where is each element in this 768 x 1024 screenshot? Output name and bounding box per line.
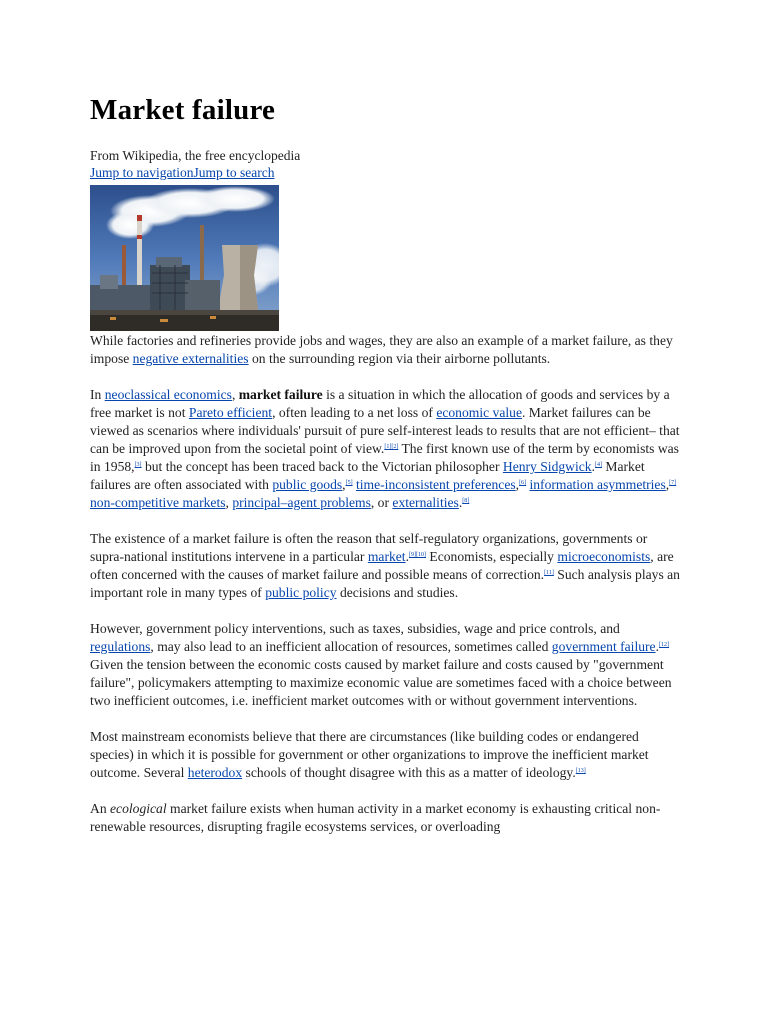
externalities-link[interactable]: externalities: [392, 495, 459, 510]
citation-7[interactable]: [7]: [669, 480, 677, 486]
text: ,: [225, 495, 233, 510]
caption-text: While factories and refineries provide jobs and wages, they are also an example of a market failure, as they impose: [90, 333, 673, 366]
text: decisions and studies.: [336, 585, 459, 600]
text: In: [90, 387, 105, 402]
economic-value-link[interactable]: economic value: [436, 405, 522, 420]
citation-1-2[interactable]: [1][2]: [384, 444, 399, 450]
text: However, government policy interventions, such as taxes, subsidies, wage and price controls, and: [90, 621, 620, 636]
bold-term: market failure: [238, 387, 323, 402]
text: , may also lead to an inefficient allocation of resources, sometimes called: [150, 639, 552, 654]
text: .: [405, 549, 409, 564]
text: Given the tension between the economic costs caused by market failure and costs caused by "government failure", policymakers attempting to maximize economic value are sometimes faced with a choice between two inefficient outcomes, i.e. inefficient market outcomes with or without government interventions.: [90, 657, 672, 708]
citation-13[interactable]: [13]: [575, 768, 586, 774]
text: The existence of a market failure is often the reason that self-regulatory organizations, governments or supra-national institutions intervene in a particular: [90, 531, 648, 564]
text: market failure exists when human activity in a market economy is exhausting critical non-renewable resources, disrupting fragile ecosystems services, or overloading: [90, 801, 661, 834]
text: Market failures are often associated with: [90, 459, 645, 492]
microeconomists-link[interactable]: microeconomists: [557, 549, 651, 564]
tagline: From Wikipedia, the free encyclopedia: [90, 148, 301, 163]
market-link[interactable]: market: [367, 549, 406, 564]
factory-photo: [90, 185, 279, 331]
public-goods-link[interactable]: public goods: [272, 477, 343, 492]
pareto-efficient-link[interactable]: Pareto efficient: [188, 405, 273, 420]
factory-image[interactable]: [90, 185, 279, 331]
italic-term: ecological: [110, 801, 167, 816]
text: , often leading to a net loss of: [272, 405, 437, 420]
jump-links: [90, 164, 274, 182]
image-caption: [90, 332, 680, 368]
principal-agent-problems-link[interactable]: principal–agent problems: [232, 495, 371, 510]
public-policy-link[interactable]: public policy: [265, 585, 337, 600]
text: . Market failures can be viewed as scenarios where individuals' pursuit of pure self-interest leads to results that are not efficient– that can be improved upon from the societal point of view.: [90, 405, 680, 456]
article-body: [90, 332, 680, 854]
citation-3[interactable]: [3]: [134, 462, 142, 468]
paragraph-government-failure: [90, 620, 680, 710]
paragraph-ecological: [90, 800, 680, 836]
government-failure-link[interactable]: government failure: [551, 639, 656, 654]
text: Economists, especially: [426, 549, 558, 564]
citation-8[interactable]: [8]: [462, 498, 470, 504]
paragraph-intervention: [90, 530, 680, 602]
citation-11[interactable]: [11]: [544, 570, 554, 576]
time-inconsistent-preferences-link[interactable]: time-inconsistent preferences: [355, 477, 516, 492]
text: ,: [231, 387, 239, 402]
text: but the concept has been traced back to the Victorian philosopher: [141, 459, 503, 474]
text: ,: [665, 477, 670, 492]
paragraph-mainstream: [90, 728, 680, 782]
henry-sidgwick-link[interactable]: Henry Sidgwick: [502, 459, 592, 474]
citation-12[interactable]: [12]: [659, 642, 670, 648]
information-asymmetries-link[interactable]: information asymmetries: [529, 477, 666, 492]
text: ,: [342, 477, 346, 492]
text: Most mainstream economists believe that there are circumstances (like building codes or endangered species) in which it is possible for government or other organizations to improve the inefficient market outcome. Several: [90, 729, 649, 780]
text: ,: [515, 477, 520, 492]
text: An: [90, 801, 111, 816]
citation-5[interactable]: [5]: [345, 480, 353, 486]
jump-to-search-link[interactable]: Jump to search: [193, 165, 275, 180]
regulations-link[interactable]: regulations: [90, 639, 151, 654]
text: schools of thought disagree with this as a matter of ideology.: [242, 765, 576, 780]
text: , are often concerned with the causes of market failure and possible means of correction.: [90, 549, 674, 582]
text: .: [458, 495, 463, 510]
text: .: [591, 459, 596, 474]
text: is a situation in which the allocation of goods and services by a free market is not: [90, 387, 670, 420]
caption-text: on the surrounding region via their airborne pollutants.: [248, 351, 551, 366]
non-competitive-markets-link[interactable]: non-competitive markets: [90, 495, 226, 510]
text: , or: [370, 495, 393, 510]
citation-6[interactable]: [6]: [519, 480, 527, 486]
text: Such analysis plays an important role in many types of: [90, 567, 680, 600]
citation-9-10[interactable]: [9][10]: [409, 552, 426, 558]
neoclassical-economics-link[interactable]: neoclassical economics: [104, 387, 232, 402]
page-title: Market failure: [90, 94, 276, 126]
heterodox-link[interactable]: heterodox: [187, 765, 243, 780]
citation-4[interactable]: [4]: [595, 462, 603, 468]
text: .: [655, 639, 660, 654]
paragraph-intro: [90, 386, 680, 512]
jump-to-navigation-link[interactable]: Jump to navigation: [90, 165, 194, 180]
negative-externalities-link[interactable]: negative externalities: [132, 351, 249, 366]
text: The first known use of the term by economists was in 1958,: [90, 441, 679, 474]
